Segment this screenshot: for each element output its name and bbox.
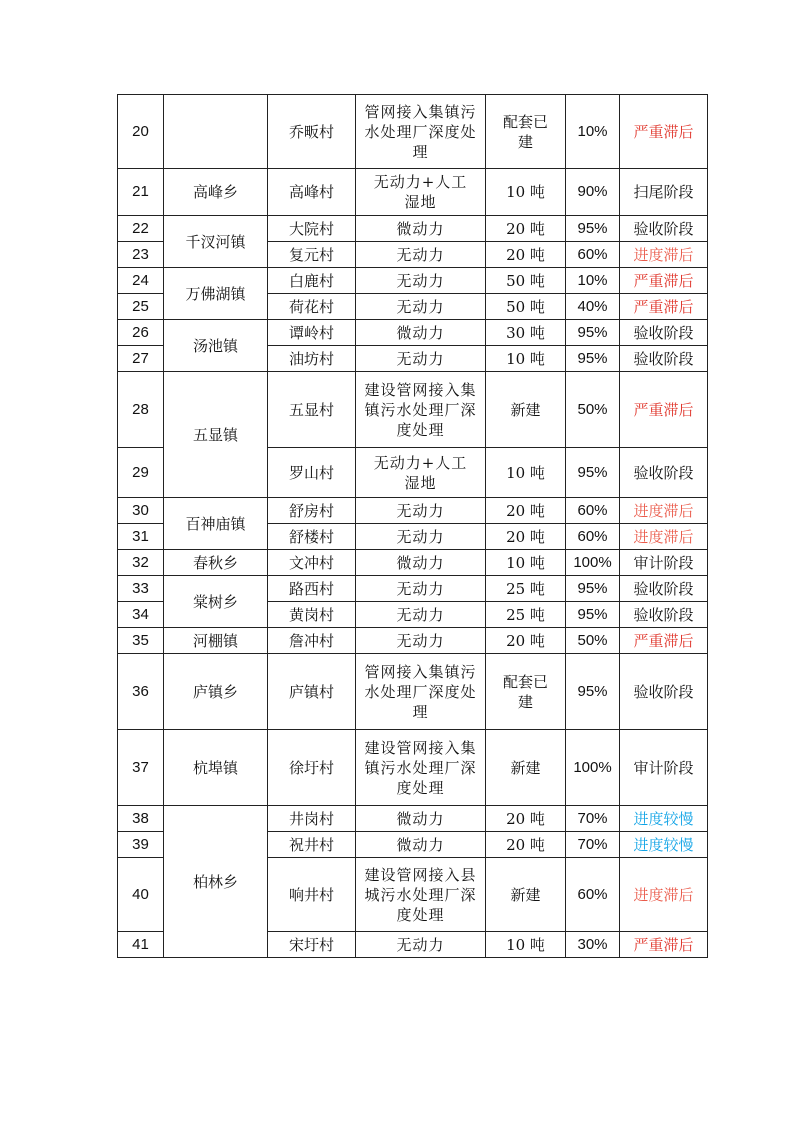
capacity-cell: 新建 [486,372,566,448]
table-row [118,628,708,654]
progress-cell: 95% [566,320,620,346]
row-number: 41 [118,932,164,958]
status-cell: 进度较慢 [620,806,708,832]
row-number: 36 [118,654,164,730]
capacity-cell: 50 吨 [486,294,566,320]
progress-cell: 70% [566,806,620,832]
status-cell: 严重滞后 [620,95,708,169]
town-cell [164,95,268,169]
table-row [118,268,708,294]
capacity-cell: 20 吨 [486,806,566,832]
table-row [118,169,708,216]
status-cell: 审计阶段 [620,730,708,806]
status-cell: 审计阶段 [620,550,708,576]
progress-cell: 95% [566,602,620,628]
town-cell: 高峰乡 [164,169,268,216]
process-cell: 无动力 [356,268,486,294]
town-cell: 五显镇 [164,372,268,498]
row-number: 25 [118,294,164,320]
status-cell: 严重滞后 [620,628,708,654]
village-cell: 谭岭村 [268,320,356,346]
capacity-cell: 20 吨 [486,628,566,654]
row-number: 33 [118,576,164,602]
capacity-cell: 30 吨 [486,320,566,346]
row-number: 29 [118,448,164,498]
row-number: 34 [118,602,164,628]
capacity-cell: 10 吨 [486,448,566,498]
progress-cell: 40% [566,294,620,320]
progress-cell: 50% [566,372,620,448]
status-cell: 进度较慢 [620,832,708,858]
status-cell: 进度滞后 [620,524,708,550]
village-cell: 舒楼村 [268,524,356,550]
process-cell: 无动力 [356,242,486,268]
table-row [118,320,708,346]
progress-cell: 60% [566,242,620,268]
process-cell: 建设管网接入县城污水处理厂深度处理 [356,858,486,932]
process-cell: 建设管网接入集镇污水处理厂深度处理 [356,730,486,806]
progress-cell: 95% [566,216,620,242]
status-cell: 进度滞后 [620,242,708,268]
village-cell: 乔畈村 [268,95,356,169]
row-number: 28 [118,372,164,448]
town-cell: 百神庙镇 [164,498,268,550]
capacity-cell: 配套已建 [486,654,566,730]
village-cell: 文冲村 [268,550,356,576]
row-number: 37 [118,730,164,806]
process-cell: 无动力 [356,932,486,958]
status-cell: 严重滞后 [620,932,708,958]
table-row [118,576,708,602]
status-cell: 验收阶段 [620,320,708,346]
capacity-cell: 20 吨 [486,242,566,268]
progress-cell: 30% [566,932,620,958]
capacity-cell: 10 吨 [486,550,566,576]
table-row [118,498,708,524]
village-cell: 祝井村 [268,832,356,858]
status-cell: 验收阶段 [620,576,708,602]
village-cell: 宋圩村 [268,932,356,958]
process-cell: 微动力 [356,832,486,858]
process-cell: 无动力 [356,576,486,602]
process-cell: 管网接入集镇污水处理厂深度处理 [356,95,486,169]
village-cell: 油坊村 [268,346,356,372]
town-cell: 千汊河镇 [164,216,268,268]
row-number: 27 [118,346,164,372]
status-cell: 严重滞后 [620,372,708,448]
capacity-cell: 10 吨 [486,346,566,372]
village-cell: 徐圩村 [268,730,356,806]
process-cell: 无动力 [356,602,486,628]
status-cell: 验收阶段 [620,346,708,372]
capacity-cell: 新建 [486,858,566,932]
village-cell: 荷花村 [268,294,356,320]
process-cell: 无动力 [356,524,486,550]
capacity-cell: 25 吨 [486,576,566,602]
progress-cell: 95% [566,654,620,730]
row-number: 39 [118,832,164,858]
capacity-cell: 10 吨 [486,169,566,216]
project-progress-table [117,94,708,958]
status-cell: 验收阶段 [620,654,708,730]
village-cell: 复元村 [268,242,356,268]
row-number: 31 [118,524,164,550]
town-cell: 万佛湖镇 [164,268,268,320]
progress-cell: 100% [566,730,620,806]
row-number: 32 [118,550,164,576]
progress-cell: 60% [566,858,620,932]
progress-cell: 10% [566,95,620,169]
status-cell: 严重滞后 [620,294,708,320]
capacity-cell: 20 吨 [486,524,566,550]
town-cell: 河棚镇 [164,628,268,654]
process-cell: 建设管网接入集镇污水处理厂深度处理 [356,372,486,448]
status-cell: 严重滞后 [620,268,708,294]
village-cell: 路西村 [268,576,356,602]
table-row [118,95,708,169]
town-cell: 春秋乡 [164,550,268,576]
row-number: 30 [118,498,164,524]
row-number: 38 [118,806,164,832]
progress-cell: 90% [566,169,620,216]
capacity-cell: 10 吨 [486,932,566,958]
table-row [118,730,708,806]
town-cell: 庐镇乡 [164,654,268,730]
row-number: 40 [118,858,164,932]
table-row [118,806,708,832]
capacity-cell: 20 吨 [486,498,566,524]
town-cell: 汤池镇 [164,320,268,372]
process-cell: 微动力 [356,806,486,832]
village-cell: 大院村 [268,216,356,242]
process-cell: 无动力+人工湿地 [356,169,486,216]
status-cell: 扫尾阶段 [620,169,708,216]
capacity-cell: 50 吨 [486,268,566,294]
town-cell: 棠树乡 [164,576,268,628]
capacity-cell: 20 吨 [486,216,566,242]
progress-cell: 95% [566,448,620,498]
village-cell: 白鹿村 [268,268,356,294]
capacity-cell: 25 吨 [486,602,566,628]
status-cell: 验收阶段 [620,602,708,628]
village-cell: 响井村 [268,858,356,932]
village-cell: 五显村 [268,372,356,448]
village-cell: 井岗村 [268,806,356,832]
row-number: 35 [118,628,164,654]
village-cell: 舒房村 [268,498,356,524]
village-cell: 黄岗村 [268,602,356,628]
row-number: 24 [118,268,164,294]
town-cell: 杭埠镇 [164,730,268,806]
capacity-cell: 新建 [486,730,566,806]
village-cell: 詹冲村 [268,628,356,654]
row-number: 21 [118,169,164,216]
progress-cell: 50% [566,628,620,654]
village-cell: 庐镇村 [268,654,356,730]
capacity-cell: 配套已建 [486,95,566,169]
capacity-cell: 20 吨 [486,832,566,858]
row-number: 22 [118,216,164,242]
status-cell: 进度滞后 [620,498,708,524]
process-cell: 无动力 [356,346,486,372]
process-cell: 微动力 [356,320,486,346]
progress-cell: 70% [566,832,620,858]
table-row [118,372,708,448]
process-cell: 无动力 [356,498,486,524]
row-number: 26 [118,320,164,346]
progress-cell: 95% [566,576,620,602]
row-number: 20 [118,95,164,169]
table-row [118,216,708,242]
village-cell: 高峰村 [268,169,356,216]
process-cell: 微动力 [356,216,486,242]
process-cell: 管网接入集镇污水处理厂深度处理 [356,654,486,730]
village-cell: 罗山村 [268,448,356,498]
status-cell: 验收阶段 [620,448,708,498]
progress-cell: 100% [566,550,620,576]
process-cell: 无动力+人工湿地 [356,448,486,498]
progress-cell: 60% [566,498,620,524]
progress-cell: 10% [566,268,620,294]
table-row [118,654,708,730]
status-cell: 进度滞后 [620,858,708,932]
process-cell: 无动力 [356,628,486,654]
town-cell: 柏林乡 [164,806,268,958]
progress-cell: 95% [566,346,620,372]
table-row [118,550,708,576]
progress-cell: 60% [566,524,620,550]
process-cell: 无动力 [356,294,486,320]
process-cell: 微动力 [356,550,486,576]
row-number: 23 [118,242,164,268]
status-cell: 验收阶段 [620,216,708,242]
